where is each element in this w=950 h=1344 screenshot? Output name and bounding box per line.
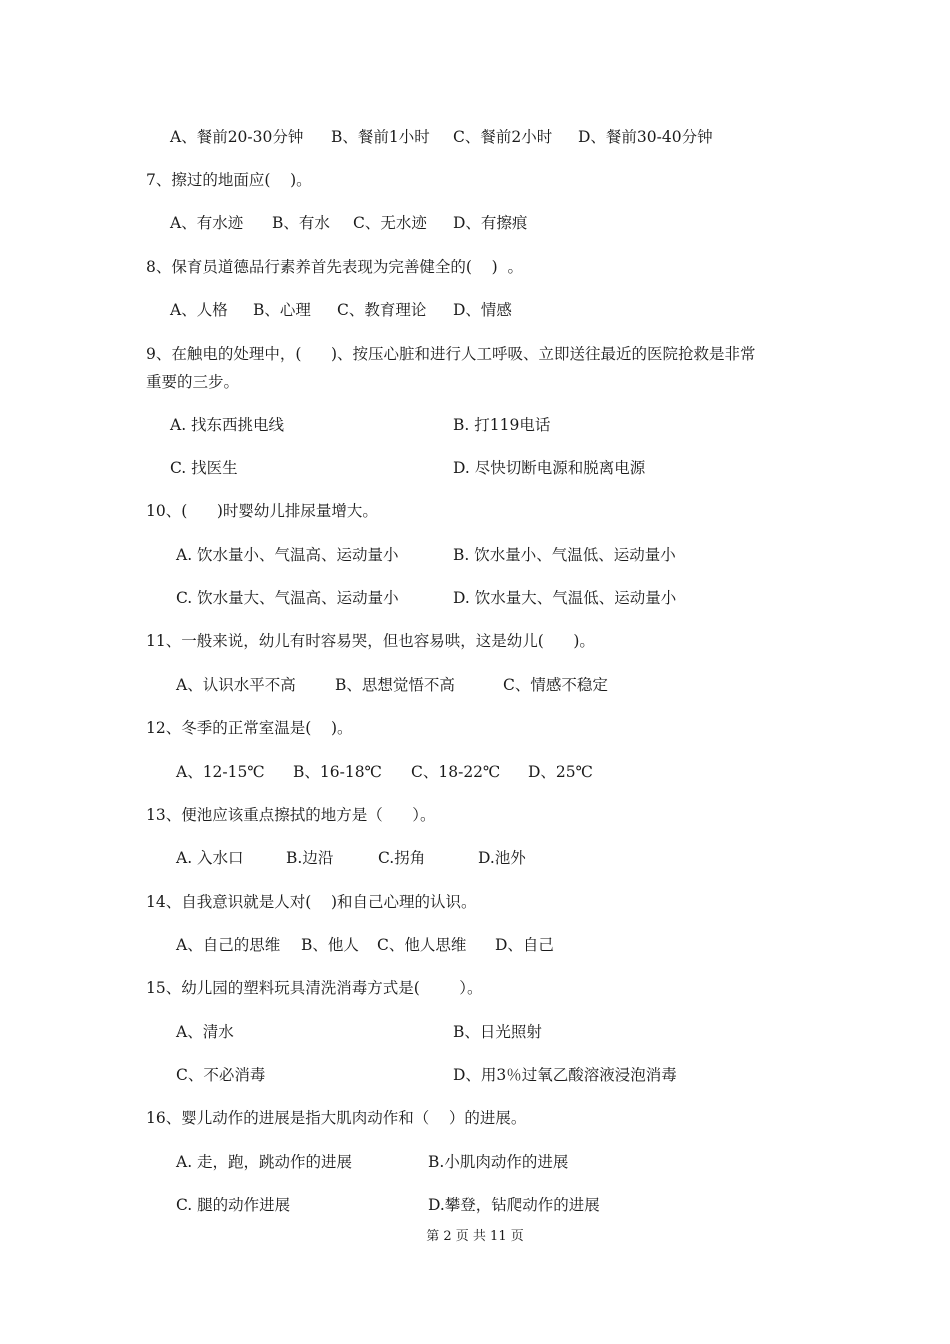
q8-option-b: B、心理: [253, 301, 311, 319]
q7-stem: 7、擦过的地面应( )。: [146, 171, 312, 189]
q15-stem: 15、幼儿园的塑料玩具清洗消毒方式是( ）。: [146, 979, 483, 997]
q9-stem-line2: 重要的三步。: [146, 373, 240, 391]
q16-option-a: A. 走，跑，跳动作的进展: [176, 1153, 353, 1171]
q14-option-c: C、他人思维: [377, 936, 467, 954]
q13-option-d: D.池外: [478, 849, 526, 867]
q15-option-d: D、用3％过氧乙酸溶液浸泡消毒: [453, 1066, 677, 1084]
q8-option-a: A、人格: [170, 301, 228, 319]
q8-option-c: C、教育理论: [337, 301, 427, 319]
q16-option-d: D.攀登，钻爬动作的进展: [428, 1196, 600, 1214]
q9-option-a: A. 找东西挑电线: [170, 416, 285, 434]
q9-stem-line1: 9、在触电的处理中，( )、按压心脏和进行人工呼吸、立即送往最近的医院抢救是非常: [146, 345, 756, 363]
q7-option-d: D、有擦痕: [453, 214, 528, 232]
q6-option-b: B、餐前1小时: [331, 128, 430, 146]
q6-option-a: A、餐前20-30分钟: [170, 128, 304, 146]
q15-option-c: C、不必消毒: [176, 1066, 266, 1084]
q7-option-b: B、有水: [272, 214, 330, 232]
q9-option-c: C. 找医生: [170, 459, 238, 477]
q16-stem: 16、婴儿动作的进展是指大肌肉动作和（ ）的进展。: [146, 1109, 527, 1127]
q12-option-c: C、18-22℃: [411, 763, 501, 781]
q12-option-d: D、25℃: [528, 763, 593, 781]
q9-option-d: D. 尽快切断电源和脱离电源: [453, 459, 646, 477]
q7-option-c: C、无水迹: [353, 214, 427, 232]
q8-stem: 8、保育员道德品行素养首先表现为完善健全的( ) 。: [146, 258, 524, 276]
q15-option-a: A、清水: [176, 1023, 234, 1041]
q12-stem: 12、冬季的正常室温是( )。: [146, 719, 353, 737]
q11-option-b: B、思想觉悟不高: [335, 676, 455, 694]
q8-option-d: D、情感: [453, 301, 512, 319]
q15-option-b: B、日光照射: [453, 1023, 542, 1041]
q14-option-a: A、自己的思维: [176, 936, 281, 954]
q10-option-a: A. 饮水量小、气温高、运动量小: [176, 546, 399, 564]
q6-option-c: C、餐前2小时: [453, 128, 553, 146]
q16-option-c: C. 腿的动作进展: [176, 1196, 291, 1214]
q14-option-d: D、自己: [495, 936, 554, 954]
q13-option-b: B.边沿: [286, 849, 334, 867]
q11-option-c: C、情感不稳定: [503, 676, 608, 694]
q13-option-a: A. 入水口: [176, 849, 244, 867]
q11-stem: 11、一般来说，幼儿有时容易哭，但也容易哄，这是幼儿( )。: [146, 632, 595, 650]
q12-option-a: A、12-15℃: [176, 763, 265, 781]
q9-option-b: B. 打119电话: [453, 416, 551, 434]
q14-stem: 14、自我意识就是人对( )和自己心理的认识。: [146, 893, 477, 911]
q16-option-b: B.小肌肉动作的进展: [428, 1153, 569, 1171]
q13-option-c: C.拐角: [378, 849, 426, 867]
q6-option-d: D、餐前30-40分钟: [578, 128, 713, 146]
q10-option-d: D. 饮水量大、气温低、运动量小: [453, 589, 677, 607]
q10-option-c: C. 饮水量大、气温高、运动量小: [176, 589, 399, 607]
q13-stem: 13、便池应该重点擦拭的地方是（ ）。: [146, 806, 436, 824]
q10-option-b: B. 饮水量小、气温低、运动量小: [453, 546, 676, 564]
q14-option-b: B、他人: [301, 936, 359, 954]
page-footer: 第 2 页 共 11 页: [426, 1229, 524, 1244]
q10-stem: 10、( )时婴幼儿排尿量增大。: [146, 502, 378, 520]
q7-option-a: A、有水迹: [170, 214, 244, 232]
q12-option-b: B、16-18℃: [293, 763, 382, 781]
q11-option-a: A、认识水平不高: [176, 676, 296, 694]
